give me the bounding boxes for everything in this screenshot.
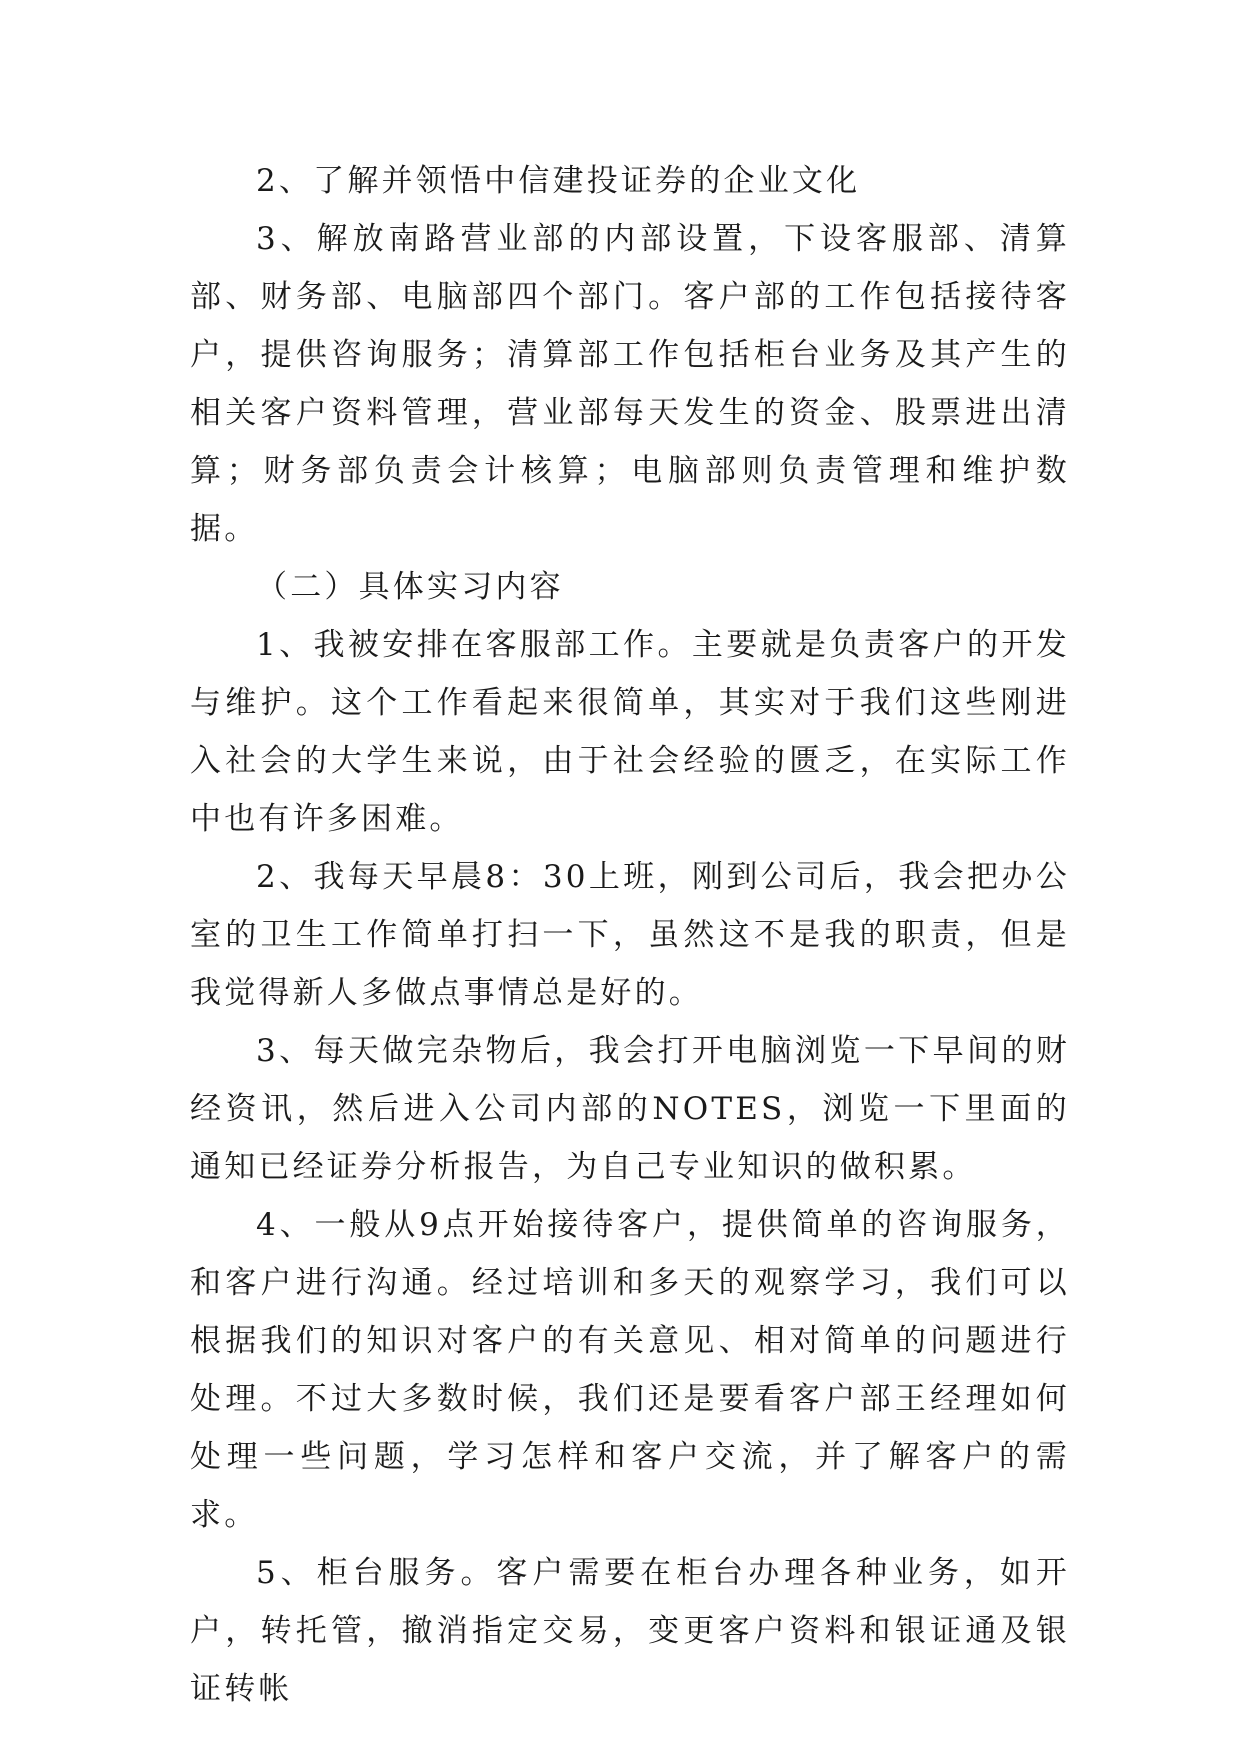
paragraph-customer-service-assignment: 1、我被安排在客服部工作。主要就是负责客户的开发与维护。这个工作看起来很简单，其实对于我们这些刚进入社会的大学生来说，由于社会经验的匮乏，在实际工作中也有许多困难。 (190, 627, 1070, 837)
paragraph-internal-structure: 3、解放南路营业部的内部设置，下设客服部、清算部、财务部、电脑部四个部门。客户部的工作包括接待客户，提供咨询服务；清算部工作包括柜台业务及其产生的相关客户资料管理，营业部每天发生的资金、股票进出清算；财务部负责会计核算；电脑部则负责管理和维护数据。 (190, 221, 1070, 547)
paragraph-understand-culture: 2、了解并领悟中信建投证券的企业文化 (256, 163, 861, 199)
paragraph-daily-start: 2、我每天早晨8：30上班，刚到公司后，我会把办公室的卫生工作简单打扫一下，虽然这不是我的职责，但是我觉得新人多做点事情总是好的。 (190, 859, 1070, 1011)
document-body (190, 152, 1070, 1718)
section-heading-internship-content: （二）具体实习内容 (256, 569, 564, 605)
paragraph-counter-service: 5、柜台服务。客户需要在柜台办理各种业务，如开户，转托管，撤消指定交易，变更客户资料和银证通及银证转帐 (190, 1555, 1070, 1707)
paragraph-morning-news: 3、每天做完杂物后，我会打开电脑浏览一下早间的财经资讯，然后进入公司内部的NOTES，浏览一下里面的通知已经证券分析报告，为自己专业知识的做积累。 (190, 1033, 1070, 1185)
paragraph-receiving-customers: 4、一般从9点开始接待客户，提供简单的咨询服务，和客户进行沟通。经过培训和多天的观察学习，我们可以根据我们的知识对客户的有关意见、相对简单的问题进行处理。不过大多数时候，我们还是要看客户部王经理如何处理一些问题，学习怎样和客户交流，并了解客户的需求。 (190, 1207, 1070, 1533)
